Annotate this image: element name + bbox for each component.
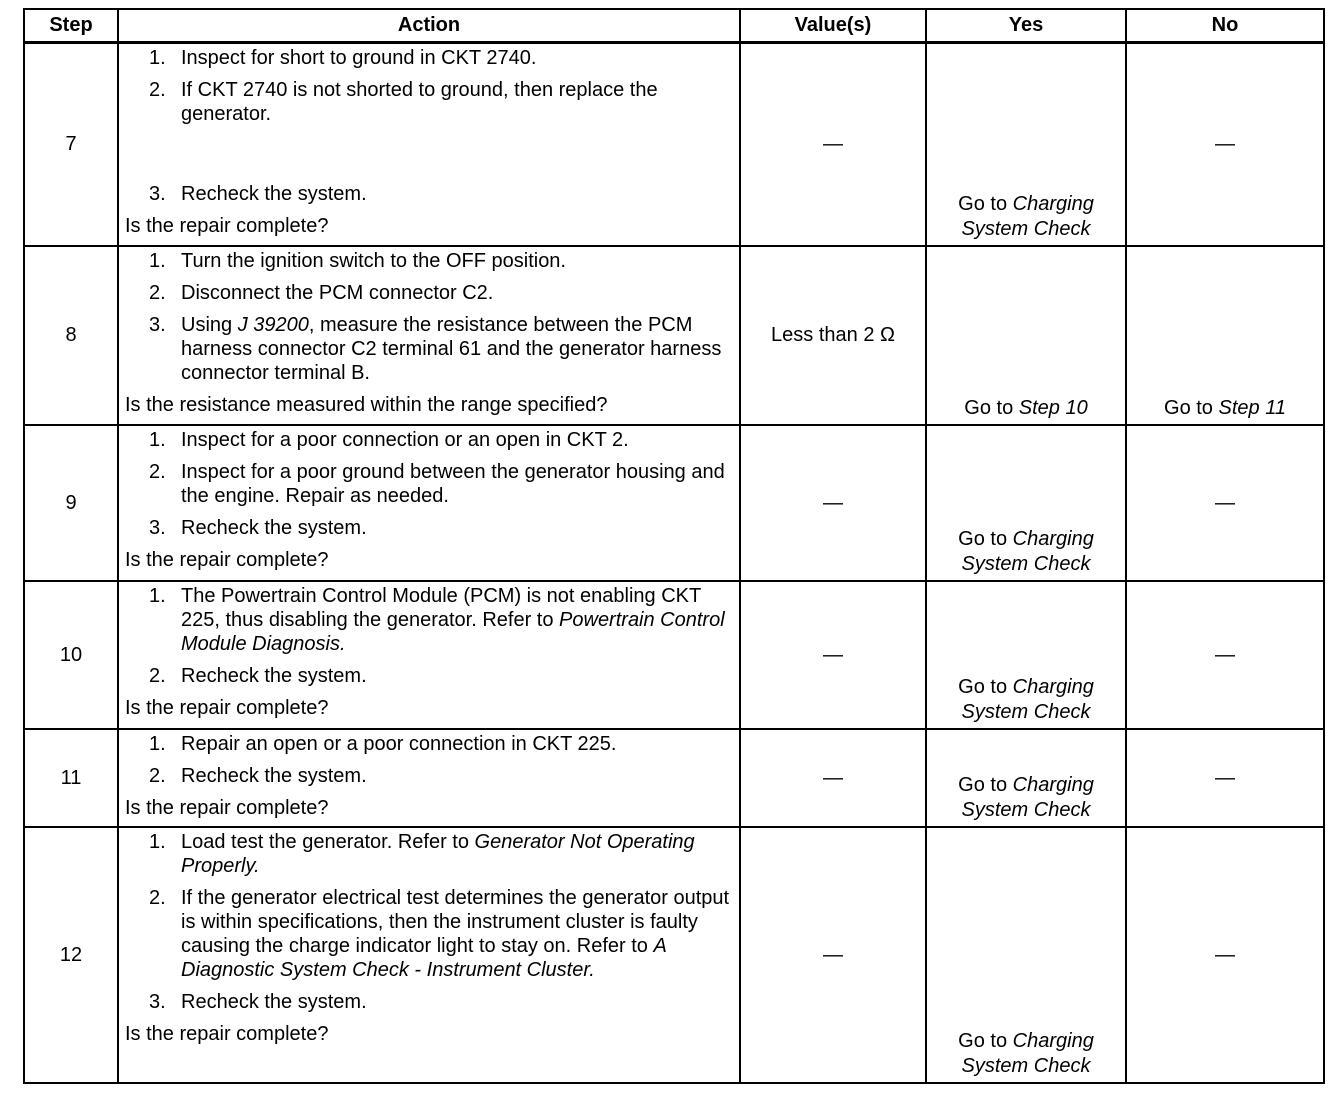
action-item	[125, 313, 731, 385]
table-row	[24, 425, 1324, 581]
action-item-number: 1.	[149, 428, 166, 451]
action-question: Is the repair complete?	[125, 1022, 329, 1045]
table-row	[24, 827, 1324, 1083]
no-action	[1127, 396, 1323, 421]
action-text: , measure the resistance between the PCM harness connector C2 terminal 61 and the generator harness connector terminal B.	[181, 313, 722, 384]
yes-reference: Charging System Check	[961, 192, 1094, 240]
action-item	[125, 990, 731, 1014]
yes-cell	[926, 43, 1126, 246]
action-item	[125, 249, 731, 273]
action-item-number: 2.	[149, 764, 166, 787]
action-question: Is the repair complete?	[125, 696, 329, 719]
action-text: Inspect for short to ground in CKT 2740.	[181, 47, 537, 69]
action-item	[125, 732, 731, 756]
action-item-number: 2.	[149, 281, 166, 304]
yes-action	[927, 527, 1125, 577]
action-item-number: 2.	[149, 79, 166, 101]
step-number: 8	[24, 246, 118, 425]
action-item-number: 1.	[149, 584, 166, 607]
no-prefix: Go to	[1164, 396, 1219, 419]
yes-action	[927, 192, 1125, 242]
step-number: 12	[24, 827, 118, 1083]
table-row	[24, 43, 1324, 246]
action-item	[125, 886, 731, 982]
reference-text: Powertrain Control Module Diagnosis.	[181, 608, 725, 655]
action-item	[125, 78, 731, 126]
action-item	[125, 584, 731, 656]
yes-reference: Step 10	[1018, 396, 1088, 419]
yes-prefix: Go to	[958, 527, 1013, 550]
action-item-number: 3.	[149, 516, 166, 539]
header-step: Step	[24, 9, 118, 43]
value-cell: —	[740, 581, 926, 729]
step-number: 11	[24, 729, 118, 827]
action-cell	[118, 581, 740, 729]
yes-prefix: Go to	[958, 773, 1013, 796]
action-item-number: 2.	[149, 886, 166, 909]
no-cell: —	[1126, 581, 1324, 729]
action-cell	[118, 246, 740, 425]
action-text: Recheck the system.	[181, 990, 367, 1013]
no-cell: —	[1126, 827, 1324, 1083]
action-text: The Powertrain Control Module (PCM) is not enabling CKT 225, thus disabling the generator. Refer to	[181, 584, 701, 631]
diagnostic-table	[23, 8, 1325, 1084]
action-item-number: 1.	[149, 249, 166, 272]
step-number: 7	[24, 43, 118, 246]
header-yes: Yes	[926, 9, 1126, 43]
action-cell	[118, 729, 740, 827]
step-number: 9	[24, 425, 118, 581]
no-cell: —	[1126, 43, 1324, 246]
no-reference: Step 11	[1218, 396, 1286, 419]
action-item-number: 3.	[149, 313, 166, 336]
table-body	[24, 43, 1324, 1083]
header-values: Value(s)	[740, 9, 926, 43]
action-item	[125, 281, 731, 305]
action-item-number: 3.	[149, 990, 166, 1013]
yes-cell	[926, 246, 1126, 425]
action-item-number: 2.	[149, 664, 166, 687]
header-no: No	[1126, 9, 1324, 43]
table-row	[24, 246, 1324, 425]
action-text: Turn the ignition switch to the OFF position.	[181, 249, 566, 272]
table-row	[24, 581, 1324, 729]
yes-action	[927, 1029, 1125, 1079]
yes-reference: Charging System Check	[961, 527, 1094, 575]
action-question: Is the repair complete?	[125, 215, 329, 237]
reference-text: Generator Not Operating Properly.	[181, 830, 695, 877]
yes-prefix: Go to	[958, 675, 1013, 698]
header-action: Action	[118, 9, 740, 43]
action-question: Is the repair complete?	[125, 548, 329, 571]
yes-prefix: Go to	[958, 192, 1013, 215]
yes-cell	[926, 425, 1126, 581]
action-text: Repair an open or a poor connection in CKT 225.	[181, 732, 617, 755]
value-cell: Less than 2 Ω	[740, 246, 926, 425]
action-item	[125, 764, 731, 788]
header-row	[24, 9, 1324, 43]
action-item	[125, 830, 731, 878]
action-text: Recheck the system.	[181, 516, 367, 539]
action-cell	[118, 425, 740, 581]
action-item	[125, 428, 731, 452]
yes-action	[927, 773, 1125, 823]
action-text: Recheck the system.	[181, 183, 367, 205]
action-text: Load test the generator. Refer to	[181, 830, 475, 853]
value-cell: —	[740, 729, 926, 827]
yes-reference: Charging System Check	[961, 773, 1094, 821]
action-item	[125, 664, 731, 688]
value-cell: —	[740, 43, 926, 246]
action-question: Is the resistance measured within the range specified?	[125, 393, 608, 416]
action-text: Inspect for a poor connection or an open in CKT 2.	[181, 428, 629, 451]
value-cell: —	[740, 827, 926, 1083]
no-cell: —	[1126, 425, 1324, 581]
yes-prefix: Go to	[958, 1029, 1013, 1052]
yes-reference: Charging System Check	[961, 1029, 1094, 1077]
action-item-number: 2.	[149, 460, 166, 483]
yes-cell	[926, 581, 1126, 729]
yes-action	[927, 396, 1125, 421]
action-item-number: 1.	[149, 830, 166, 853]
yes-prefix: Go to	[964, 396, 1019, 419]
action-item	[125, 460, 731, 508]
yes-cell	[926, 827, 1126, 1083]
value-cell: —	[740, 425, 926, 581]
action-text: If the generator electrical test determines the generator output is within specifications, then the instrument cluster is faulty causing the charge indicator light to stay on. Refer to	[181, 886, 730, 957]
action-cell	[118, 827, 740, 1083]
action-item-number: 3.	[149, 183, 166, 205]
yes-cell	[926, 729, 1126, 827]
no-cell: —	[1126, 729, 1324, 827]
action-text: Recheck the system.	[181, 664, 367, 687]
action-text: Using	[181, 313, 238, 336]
reference-text: J 39200	[237, 313, 309, 336]
step-number: 10	[24, 581, 118, 729]
action-item-number: 1.	[149, 732, 166, 755]
action-cell	[118, 43, 740, 246]
action-text: If CKT 2740 is not shorted to ground, then replace the generator.	[181, 79, 658, 125]
action-item	[125, 516, 731, 540]
action-item	[125, 182, 731, 206]
yes-reference: Charging System Check	[961, 675, 1094, 723]
reference-text: A Diagnostic System Check - Instrument Cluster.	[181, 934, 667, 981]
action-item-number: 1.	[149, 47, 166, 69]
action-text: Disconnect the PCM connector C2.	[181, 281, 494, 304]
action-item	[125, 46, 731, 70]
action-question: Is the repair complete?	[125, 796, 329, 819]
no-cell	[1126, 246, 1324, 425]
action-text: Recheck the system.	[181, 764, 367, 787]
action-text: Inspect for a poor ground between the generator housing and the engine. Repair as needed.	[181, 460, 725, 507]
table-row	[24, 729, 1324, 827]
yes-action	[927, 675, 1125, 725]
